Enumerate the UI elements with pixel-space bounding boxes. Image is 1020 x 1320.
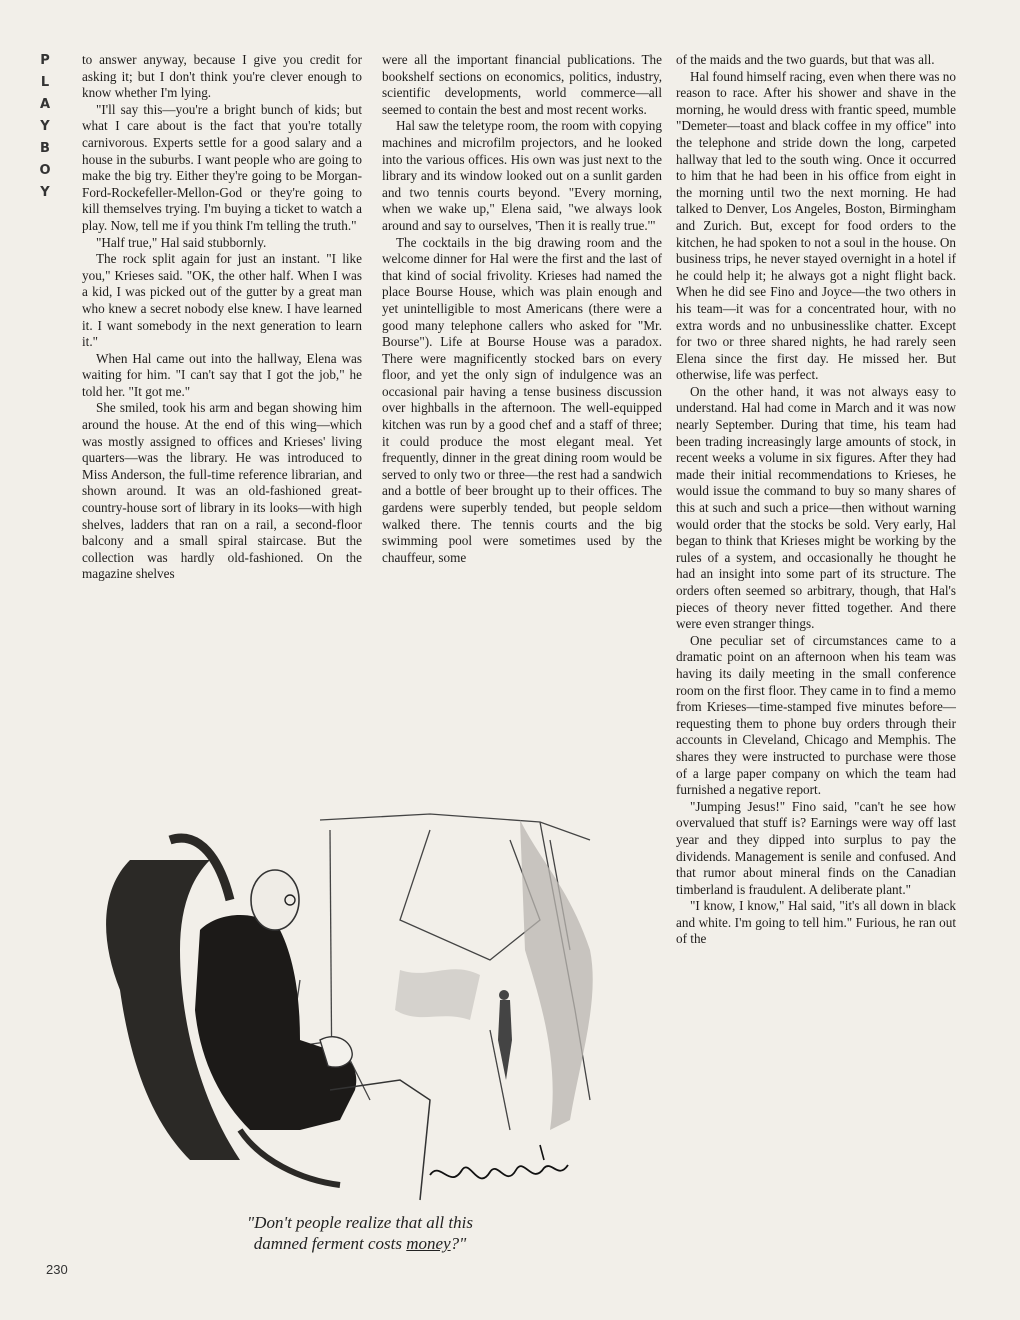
paragraph: Hal saw the teletype room, the room with copying machines and microfilm projectors, and he looked into the various offices. His own was just next to the library and its window looked out on a sunlit garden and two tennis courts beyond. "Every morning, when we wake up," Elena said, "we always look around and say to ourselves, 'Then it is really true.'" <box>382 118 662 233</box>
paragraph: On the other hand, it was not always easy to understand. Hal had come in March and it was now nearly September. During that time, his team had been trading increasingly large amounts of stock, in recent weeks a volume in six figures. After they had made their initial recommendations to Krieses, he would issue the command to buy so many shares of this at such and such a price—then without warning would order that the stocks be sold. Very early, Hal began to think that Krieses might be working by the rules of a system, and occasionally he thought he had an insight into some part of its structure. The orders often seemed so arbitrary, though, that Hal's pieces of theory never fitted together. And there were even stranger things. <box>676 383 956 632</box>
man-head <box>251 870 299 930</box>
paragraph: "Half true," Hal said stubbornly. <box>96 234 267 250</box>
paragraph: "I know, I know," Hal said, "it's all down in black and white. I'm going to tell him." Furious, he ran out of the <box>676 898 956 947</box>
spine-letter: Y <box>40 185 50 200</box>
text-column-3 <box>676 52 956 948</box>
caption-text: damned ferment costs <box>253 1234 407 1253</box>
wash-shape <box>395 969 480 1020</box>
paragraph: The rock split again for just an instant. "I like you," Krieses said. "OK, the other half. When I was a kid, I was picked out of the gutter by a great man who knew a secret nobody else knew. I have learned it. I want somebody in the next generation to learn it." <box>82 251 362 350</box>
paragraph: "Jumping Jesus!" Fino said, "can't he see how overvalued that stuff is? Earnings were way off last year and they dipped into surplus to pay the dividends. Management is senile and confused. And that rumor about mineral finds on the Canadian timberland is fraudulent. A deliberate plant." <box>676 798 956 897</box>
text-column-2 <box>382 52 662 566</box>
caption-line-2 <box>140 1233 580 1254</box>
paragraph: "I'll say this—you're a bright bunch of kids; but what I care about is the fact that you're totally carnivorous. Experts settle for a good salary and a house in the suburbs. I want people who are going to make the big try. Either they're going to be Morgan-Ford-Rockefeller-Mellon-God or they're going to kill themselves trying. I'm buying a ticket to watch a play. Now, tell me if you think I'm telling the truth." <box>82 101 362 233</box>
spine-letter: B <box>40 141 50 156</box>
spine-letter: P <box>40 53 50 68</box>
paragraph: Hal found himself racing, even when there was no reason to race. After his shower and shave in the morning, he would dress with frantic speed, mumble "Demeter—toast and black coffee in my office" into the telephone and stride down the long, carpeted hallway that led to the south wing. Once it occurred to him that he had been in his office from eight in the morning until two the next morning. He had talked to Denver, Los Angeles, Boston, Birmingham and Zurich. But, except for food orders to the kitchen, he had spoken to not a soul in the house. On business trips, he never stayed overnight in a hotel if he could help it; he always got a night flight back. When he did see Fino and Joyce—the two others in his team—it was for a concentrated hour, with no extra words and no unbusinesslike chatter. Except for two or three shared nights, he had rarely seen Elena since the first day. He missed her. But otherwise, life was perfect. <box>676 68 956 383</box>
paragraph: One peculiar set of circumstances came to a dramatic point on an afternoon when his team was having its daily meeting in the small conference room on the first floor. They came in to find a memo from Krieses—time-stamped five minutes before—requesting them to phone buy orders through their accounts in Cleveland, Chicago and Memphis. The shares they were instructed to purchase were those of a large paper company on which the team had furnished a negative report. <box>676 632 956 798</box>
cartoon-illustration <box>70 800 650 1210</box>
spine-letter: O <box>39 163 51 178</box>
curtain-shape <box>520 820 593 1130</box>
paragraph: The cocktails in the big drawing room and the welcome dinner for Hal were the first and the last of that kind of social frivolity. Krieses had named the place Bourse House, which was plain enough and yet unintelligible to most Americans (there were a good many telephone callers who asked for "Mr. Bourse"). Life at Bourse House was a paradox. There were magnificently stocked bars on every floor, and yet the only sign of indulgence was an occasional pair having a tense business discussion over highballs in the afternoon. The well-equipped kitchen was run by a good chef and a staff of three; it could produce the most elegant meal. Yet frequently, dinner in the great dining room would be served to only two or three—the rest had a sandwich and a bottle of beer brought up to their offices. The gardens were superbly tended, but people seldom walked there. The tennis courts and the big swimming pool were sometimes used by the chauffeur, some <box>382 234 662 565</box>
caption-line-1: "Don't people realize that all this <box>247 1213 473 1232</box>
cartoon-drawing <box>70 800 650 1210</box>
text-column-1 <box>82 52 362 583</box>
cartoon-caption <box>140 1212 580 1254</box>
spine-letter: L <box>40 75 50 90</box>
spine-letter: A <box>39 97 51 112</box>
paragraph: She smiled, took his arm and began showing him around the house. At the end of this wing—which was mostly assigned to offices and Krieses' living quarters—was the library. He was introduced to Miss Anderson, the full-time reference librarian, and shown around. It was an old-fashioned great-country-house sort of library in its looks—with high shelves, ladders that ran on a rail, a second-floor balcony and a small spiral staircase. But the collection was hardly old-fashioned. On the magazine shelves <box>82 400 362 582</box>
caption-text-end: ?" <box>450 1234 467 1253</box>
signature-flourish <box>540 1145 544 1160</box>
page-number: 230 <box>46 1262 68 1277</box>
caption-emphasis: money <box>406 1234 451 1253</box>
paragraph: When Hal came out into the hallway, Elena was waiting for him. "I can't say that I got the job," he told her. "It got me." <box>82 350 362 399</box>
paragraph: of the maids and the two guards, but that was all. <box>676 52 935 67</box>
magazine-spine <box>30 50 60 204</box>
man-body <box>195 915 356 1130</box>
paragraph: were all the important financial publications. The bookshelf sections on economics, politics, industry, scientific developments, world commerce—all seemed to contain the best and most recent works. <box>382 52 662 117</box>
paragraph: to answer anyway, because I give you credit for asking it; but I don't think you're clever enough to know whether I'm lying. <box>82 52 362 101</box>
background-figure-head <box>499 990 509 1000</box>
background-figure <box>498 1000 512 1080</box>
spine-letter: Y <box>40 119 50 134</box>
man-legs <box>240 1130 340 1185</box>
artist-signature <box>430 1165 568 1178</box>
